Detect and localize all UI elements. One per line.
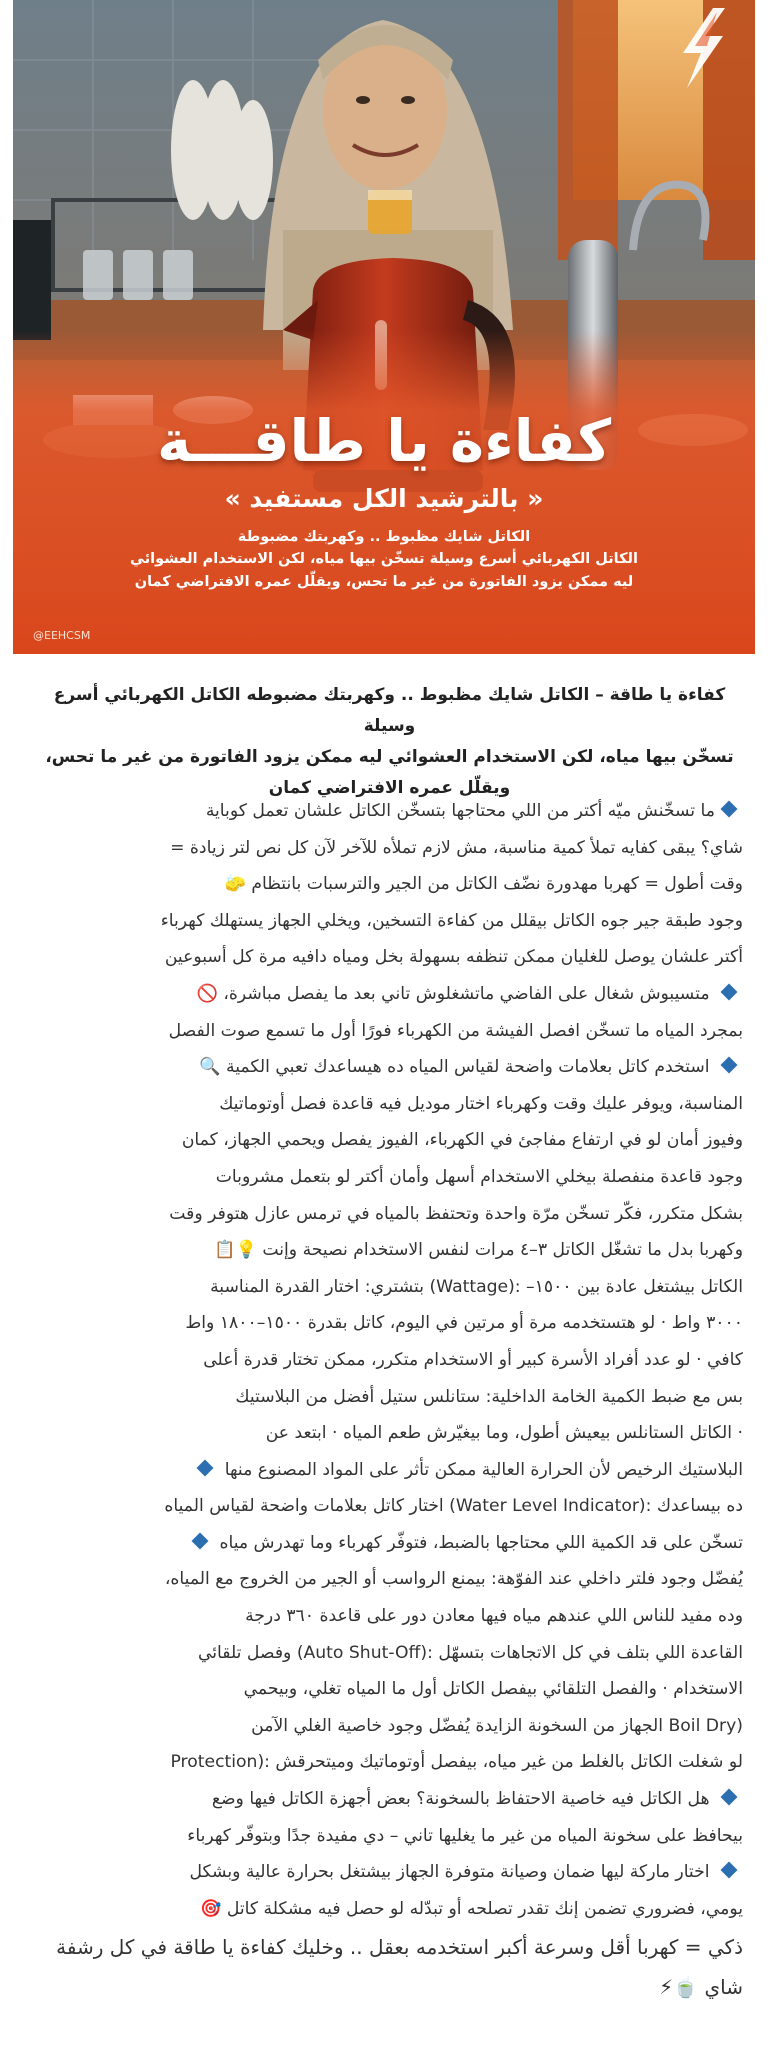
no-entry-emoji-icon: 🚫	[196, 983, 218, 1004]
hero-line: الكاتل الكهربائي أسرع وسيلة تسخّن بيها مياه، لكن الاستخدام العشوائي	[130, 551, 638, 568]
hero-handle: @EEHCSM	[33, 629, 91, 642]
body-line: المناسبة، ويوفر عليك وقت وكهرباء اختار موديل فيه قاعدة فصل أوتوماتيك	[219, 1093, 743, 1114]
bulb-emoji-icon: 💡	[235, 1240, 257, 1261]
body-line: (Boil Dry الجهاز من السخونة الزايدة يُفضّل وجود خاصية الغلي الآمن	[251, 1715, 743, 1736]
body-line: وجود قاعدة منفصلة بيخلي الاستخدام أسهل وأمان أكتر لو بتعمل مشروبات	[215, 1166, 743, 1187]
hero-image[interactable]	[13, 0, 755, 654]
body-line: وقت أطول = كهربا مهدورة نضّف الكاتل من الجير والترسبات بانتظام 🧽	[224, 874, 743, 895]
caption-line: كفاءة يا طاقة – الكاتل شايك مظبوط .. وكهربتك مضبوطه الكاتل الكهربائي أسرع وسيلة	[53, 685, 726, 736]
hero-line: الكاتل شايك مظبوط .. وكهربتك مضبوطة	[237, 528, 531, 545]
body-line: بس مع ضبط الكمية الخامة الداخلية: ستانلس ستيل أفضل من البلاستيك	[235, 1386, 743, 1407]
lightning-emoji-icon: ⚡	[659, 1975, 674, 2000]
body-line: كافي · لو عدد أفراد الأسرة كبير أو الاستخدام متكرر، ممكن تختار قدرة أعلى	[203, 1349, 743, 1370]
body-line: الاستخدام · والفصل التلقائي بيفصل الكاتل أول ما المياه تغلي، وبيحمي	[243, 1679, 743, 1700]
body-line: وفيوز أمان لو في ارتفاع مفاجئ في الكهرباء، الفيوز يفصل ويحمي الجهاز، كمان	[181, 1130, 743, 1151]
caption-line: ويقلّل عمره الافتراضي كمان	[268, 778, 511, 798]
closing-line: ذكي = كهربا أقل وسرعة أكبر استخدمه بعقل .. وخليك كفاءة يا طاقة في كل رشفة	[56, 1935, 743, 1960]
hero-subhead: « بالترشيد الكل مستفيد »	[224, 483, 544, 513]
body-line: القاعدة اللي بتلف في كل الاتجاهات بتسهّل :(Auto Shut-Off) وفصل تلقائي	[197, 1642, 743, 1663]
body-line: بمجرد المياه ما تسخّن افصل الفيشة من الكهرباء فورًا أول ما تسمع صوت الفصل	[168, 1020, 743, 1041]
body-line: ما تسخّنش ميّه أكتر من اللي محتاجها بتسخّن الكاتل علشان تعمل كوباية	[36, 793, 743, 830]
body-line: لو شغلت الكاتل بالغلط من غير مياه، بيفصل أوتوماتيك وميتحرقش :(Protection	[170, 1752, 743, 1773]
hero-headline: كفاءة يا طاقـــة	[156, 407, 612, 475]
body-line: اختار ماركة ليها ضمان وصيانة متوفرة الجهاز بيشتغل بحرارة عالية وبشكل	[36, 1854, 743, 1891]
body-line: الكاتل بيشتغل عادة بين ١٥٠٠– :(Wattage) بتشتري: اختار القدرة المناسبة	[210, 1276, 743, 1297]
body-line: يومي، فضروري تضمن إنك تقدر تصلحه أو تبدّله لو حصل فيه مشكلة كاتل 🎯	[199, 1898, 743, 1919]
target-emoji-icon: 🎯	[199, 1898, 222, 1919]
body-line: بيحافظ على سخونة المياه من غير ما يغليها تاني – دي مفيدة جدًا وبتوفّر كهرباء	[187, 1825, 743, 1846]
closing-line: شاي 🍵⚡	[659, 1975, 743, 2000]
body-line: بشكل متكرر، فكّر تسخّن مرّة واحدة وتحتفظ بالمياه في ترمس عازل هتوفر وقت	[169, 1203, 743, 1224]
caption	[40, 680, 739, 804]
diamond-bullet-icon	[721, 1789, 738, 1806]
diamond-bullet-icon	[721, 801, 738, 818]
lightning-logo-icon	[673, 8, 731, 88]
magnifier-emoji-icon: 🔍	[199, 1057, 221, 1078]
body-line: وده مفيد للناس اللي عندهم مياه فيها معادن دور على قاعدة ٣٦٠ درجة	[245, 1606, 743, 1627]
body-line: تسخّن على قد الكمية اللي محتاجها بالضبط، فتوفّر كهرباء وما تهدرش مياه	[36, 1525, 743, 1562]
cup-emoji-icon: 🍵	[673, 1975, 699, 2000]
hero-line: ليه ممكن يزود الفاتورة من غير ما تحس، ويقلّل عمره الافتراضي كمان	[134, 573, 634, 590]
body-line: وجود طبقة جير جوه الكاتل بيقلل من كفاءة التسخين، ويخلي الجهاز يستهلك كهرباء	[160, 910, 743, 931]
hero-text	[13, 407, 755, 593]
post-body	[36, 793, 743, 2007]
caption-line: تسخّن بيها مياه، لكن الاستخدام العشوائي ليه ممكن يزود الفاتورة من غير ما تحس،	[45, 747, 734, 767]
diamond-bullet-icon	[721, 1057, 738, 1074]
body-line: متسيبوش شغال على الفاضي ماتشغلوش تاني بعد ما يفصل مباشرة، 🚫	[36, 976, 743, 1013]
body-line: ٣٠٠٠ واط · لو هتستخدمه مرة أو مرتين في اليوم، كاتل بقدرة ١٥٠٠–١٨٠٠ واط	[185, 1313, 743, 1334]
body-line: استخدم كاتل بعلامات واضحة لقياس المياه ده هيساعدك تعبي الكمية 🔍	[36, 1049, 743, 1086]
body-line: يُفضّل وجود فلتر داخلي عند الفوّهة: بيمنع الرواسب أو الجير من الخروج مع المياه،	[164, 1569, 743, 1590]
diamond-bullet-icon	[191, 1532, 208, 1549]
body-line: ده بيساعدك :(Water Level Indicator) اختار كاتل بعلامات واضحة لقياس المياه	[164, 1496, 743, 1517]
body-line: البلاستيك الرخيص لأن الحرارة العالية ممكن تأثر على المواد المصنوع منها	[36, 1452, 743, 1489]
sponge-emoji-icon: 🧽	[224, 874, 246, 895]
body-line: أكتر علشان يوصل للغليان ممكن تنظفه بسهولة بخل ومياه دافيه مرة كل أسبوعين	[164, 947, 743, 968]
hero-lines	[13, 526, 755, 593]
body-line: شاي؟ يبقى كفايه تملأ كمية مناسبة، مش لازم تملأه للآخر لآن كل نص لتر زيادة =	[170, 837, 743, 858]
body-line: · الكاتل الستانلس بيعيش أطول، وما بيغيّرش طعم المياه · ابتعد عن	[265, 1423, 743, 1444]
body-line: وكهربا بدل ما تشغّل الكاتل ٣–٤ مرات لنفس الاستخدام نصيحة وإنت 💡📋	[214, 1240, 743, 1261]
diamond-bullet-icon	[721, 1862, 738, 1879]
clipboard-emoji-icon: 📋	[214, 1240, 236, 1261]
diamond-bullet-icon	[721, 983, 738, 1000]
diamond-bullet-icon	[197, 1459, 214, 1476]
body-line: هل الكاتل فيه خاصية الاحتفاظ بالسخونة؟ بعض أجهزة الكاتل فيها وضع	[36, 1781, 743, 1818]
